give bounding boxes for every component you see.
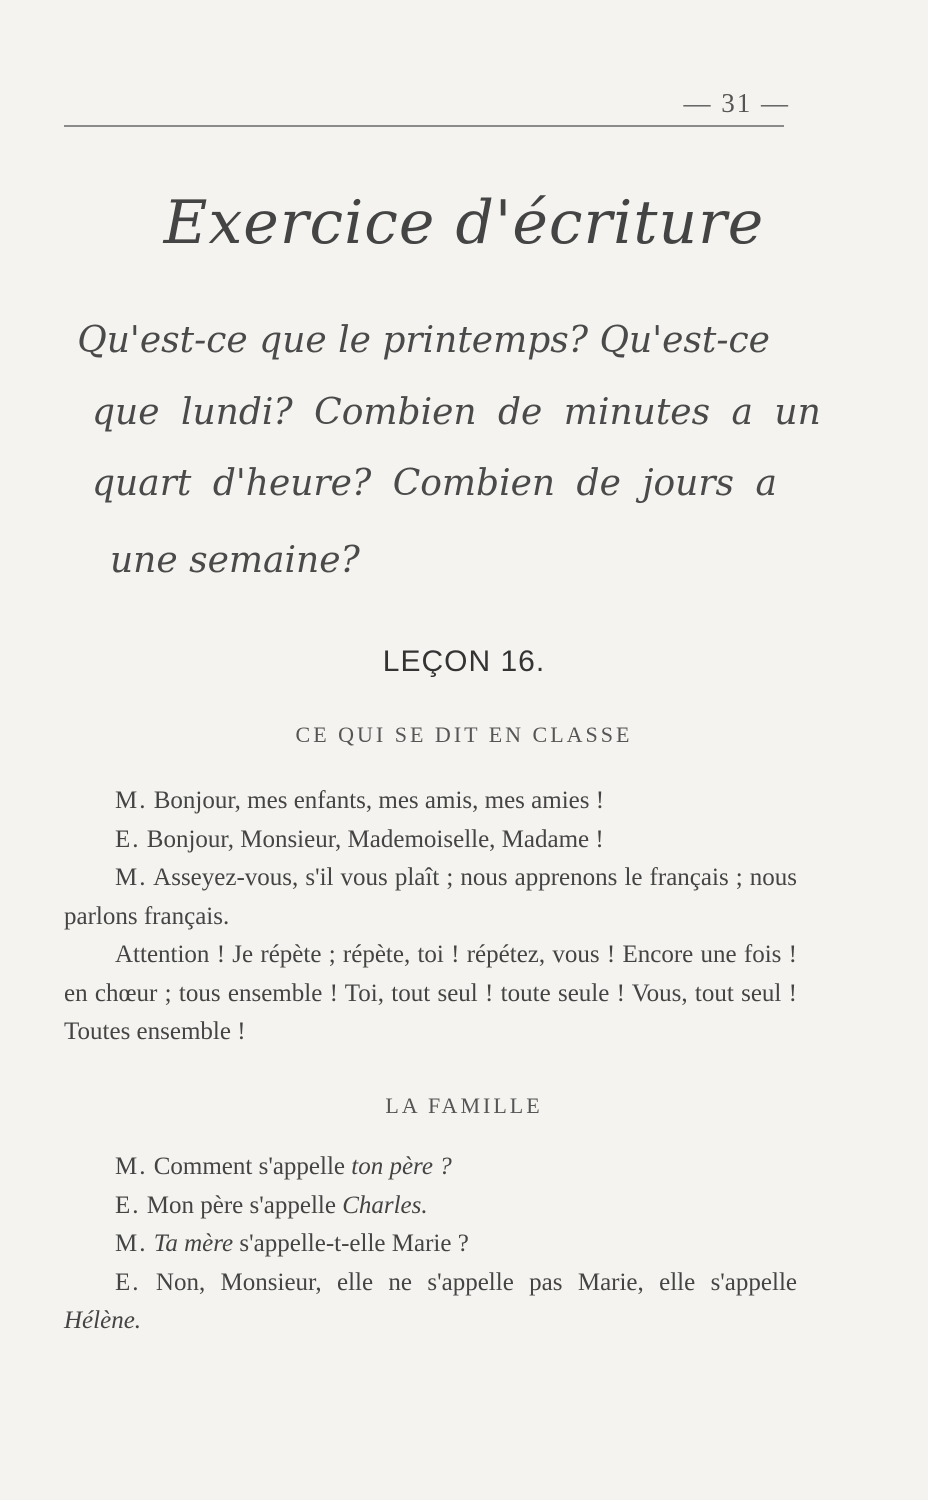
speaker-label: E. [115, 1268, 141, 1296]
dialogue-text: Bonjour, Monsieur, Mademoiselle, Madame ! [146, 825, 604, 853]
page-number: — 31 — [683, 88, 790, 118]
dialogue-text: Asseyez-vous, s'il vous plaît ; nous apprenons le français ; nous parlons français. [64, 864, 797, 930]
dialogue-paragraph [64, 936, 797, 1052]
speaker-label: M. [115, 1153, 148, 1180]
script-line-4: une semaine? [110, 540, 360, 581]
speaker-label: M. [115, 864, 148, 891]
script-line-2: que lundi? Combien de minutes a un [92, 392, 821, 433]
emphasized-text: Ta mère [153, 1230, 234, 1257]
dialogue-paragraph [64, 1264, 797, 1341]
family-dialogue [64, 1148, 797, 1341]
section-heading-classroom: CE QUI SE DIT EN CLASSE [295, 722, 633, 747]
speaker-label: M. [115, 1230, 148, 1257]
dialogue-paragraph [64, 1187, 797, 1226]
script-line-1: Qu'est-ce que le printemps? Qu'est-ce [77, 320, 770, 361]
emphasized-text: ton père ? [351, 1153, 452, 1180]
dialogue-text: Attention ! Je répète ; répète, toi ! répétez, vous ! Encore une fois ! en chœur ; tous ensemble ! Toi, tout seul ! toute seule ! Vous, tout seul ! Toutes ensemble ! [64, 941, 797, 1045]
lesson-title: LEÇON 16. [382, 645, 546, 678]
dialogue-paragraph [64, 1148, 797, 1187]
emphasized-text: Charles. [342, 1191, 428, 1219]
speaker-label: M. [115, 787, 148, 814]
header-rule [64, 125, 784, 127]
dialogue-text: Mon père s'appelle [146, 1191, 343, 1219]
dialogue-text: s'appelle-t-elle Marie ? [233, 1230, 469, 1257]
dialogue-text: Non, Monsieur, elle ne s'appelle pas Marie, elle s'appelle [155, 1268, 797, 1296]
dialogue-paragraph [64, 859, 797, 936]
classroom-dialogue [64, 782, 797, 1052]
script-line-3: quart d'heure? Combien de jours a [92, 463, 777, 504]
dialogue-text: Comment s'appelle [153, 1153, 352, 1180]
dialogue-paragraph [64, 821, 797, 860]
speaker-label: E. [115, 1191, 141, 1219]
emphasized-text: Hélène. [64, 1307, 142, 1334]
dialogue-text: Bonjour, mes enfants, mes amis, mes amies ! [153, 787, 605, 814]
writing-exercise-title: Exercice d'écriture [163, 188, 765, 258]
dialogue-paragraph [64, 782, 797, 821]
section-heading-family: LA FAMILLE [385, 1093, 543, 1118]
dialogue-paragraph [64, 1225, 797, 1264]
speaker-label: E. [115, 825, 141, 853]
